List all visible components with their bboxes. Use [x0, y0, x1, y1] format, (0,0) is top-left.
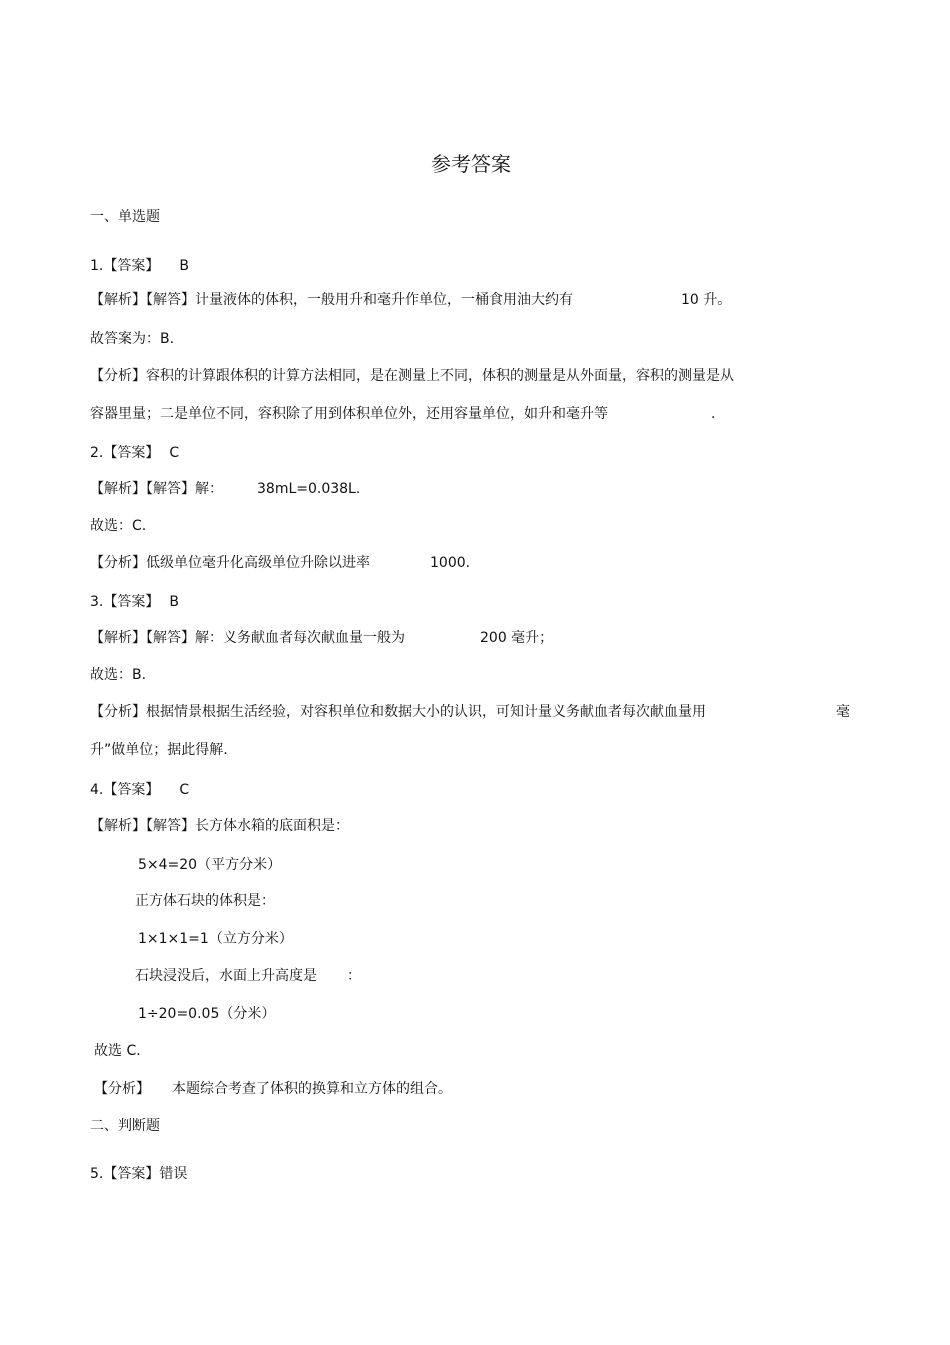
- page-title: 参考答案: [431, 152, 511, 176]
- q1-note-end: .: [711, 406, 716, 422]
- q2-answer-label: 2.【答案】: [90, 445, 160, 461]
- q1-answer-line: [90, 256, 189, 276]
- q4-conclusion: 故选 C.: [94, 1043, 141, 1059]
- q3-answer-line: [90, 592, 179, 612]
- section-heading-single-choice: 一、单选题: [90, 209, 160, 225]
- q3-note-wrap: 毫: [836, 704, 850, 720]
- q4-step-cube-label: 正方体石块的体积是：: [135, 893, 275, 909]
- q4-answer-line: [90, 780, 189, 800]
- q1-analysis: 【解析】【解答】计量液体的体积，一般用升和毫升作单位，一桶食用油大约有: [90, 292, 573, 308]
- q3-conclusion: 故选：B.: [90, 667, 147, 683]
- q4-answer: C: [179, 782, 190, 798]
- q4-step-rise-label: 石块浸没后，水面上升高度是: [135, 968, 317, 984]
- q4-note-label: 【分析】: [94, 1081, 150, 1097]
- q4-note: 本题综合考查了体积的换算和立方体的组合。: [172, 1081, 452, 1097]
- q1-answer-label: 1.【答案】: [90, 258, 160, 274]
- q4-analysis: 【解析】【解答】长方体水箱的底面积是：: [90, 818, 349, 834]
- q3-analysis-value: 200 毫升；: [480, 630, 554, 646]
- q4-step-cube-volume: 1×1×1=1（立方分米）: [138, 931, 293, 947]
- q3-note-line1: 【分析】根据情景根据生活经验，对容积单位和数据大小的认识，可知计量义务献血者每次献血量用: [90, 704, 706, 720]
- q2-answer: C: [169, 445, 180, 461]
- q5-answer: 错误: [159, 1166, 188, 1182]
- q3-analysis: 【解析】【解答】解：义务献血者每次献血量一般为: [90, 630, 405, 646]
- q1-note-line2: 容器里量；二是单位不同，容积除了用到体积单位外，还用容量单位，如升和毫升等: [90, 406, 608, 422]
- q1-analysis-value: 10 升。: [681, 292, 732, 308]
- q5-answer-line: [90, 1164, 187, 1184]
- section-heading-true-false: 二、判断题: [90, 1118, 160, 1134]
- q1-answer: B: [179, 258, 189, 274]
- q2-analysis: 【解析】【解答】解：: [90, 481, 223, 497]
- q3-answer: B: [169, 594, 179, 610]
- q3-note-line2: 升”做单位；据此得解.: [90, 742, 228, 758]
- q2-analysis-value: 38mL=0.038L.: [257, 481, 361, 497]
- q2-note-value: 1000.: [430, 555, 471, 571]
- q1-conclusion: 故答案为：B.: [90, 331, 175, 347]
- q4-step-base-area: 5×4=20（平方分米）: [138, 857, 282, 873]
- q4-step-rise-height: 1÷20=0.05（分米）: [138, 1006, 276, 1022]
- q2-note: 【分析】低级单位毫升化高级单位升除以进率: [90, 555, 370, 571]
- q3-answer-label: 3.【答案】: [90, 594, 160, 610]
- q4-step-rise-colon: ：: [347, 968, 361, 984]
- q1-note-line1: 【分析】容积的计算跟体积的计算方法相同，是在测量上不同，体积的测量是从外面量，容积的测量是从: [90, 368, 734, 384]
- q4-note-line: [94, 1079, 452, 1099]
- q2-conclusion: 故选：C.: [90, 518, 147, 534]
- q5-answer-label: 5.【答案】: [90, 1166, 160, 1182]
- q4-answer-label: 4.【答案】: [90, 782, 160, 798]
- q2-answer-line: [90, 443, 179, 463]
